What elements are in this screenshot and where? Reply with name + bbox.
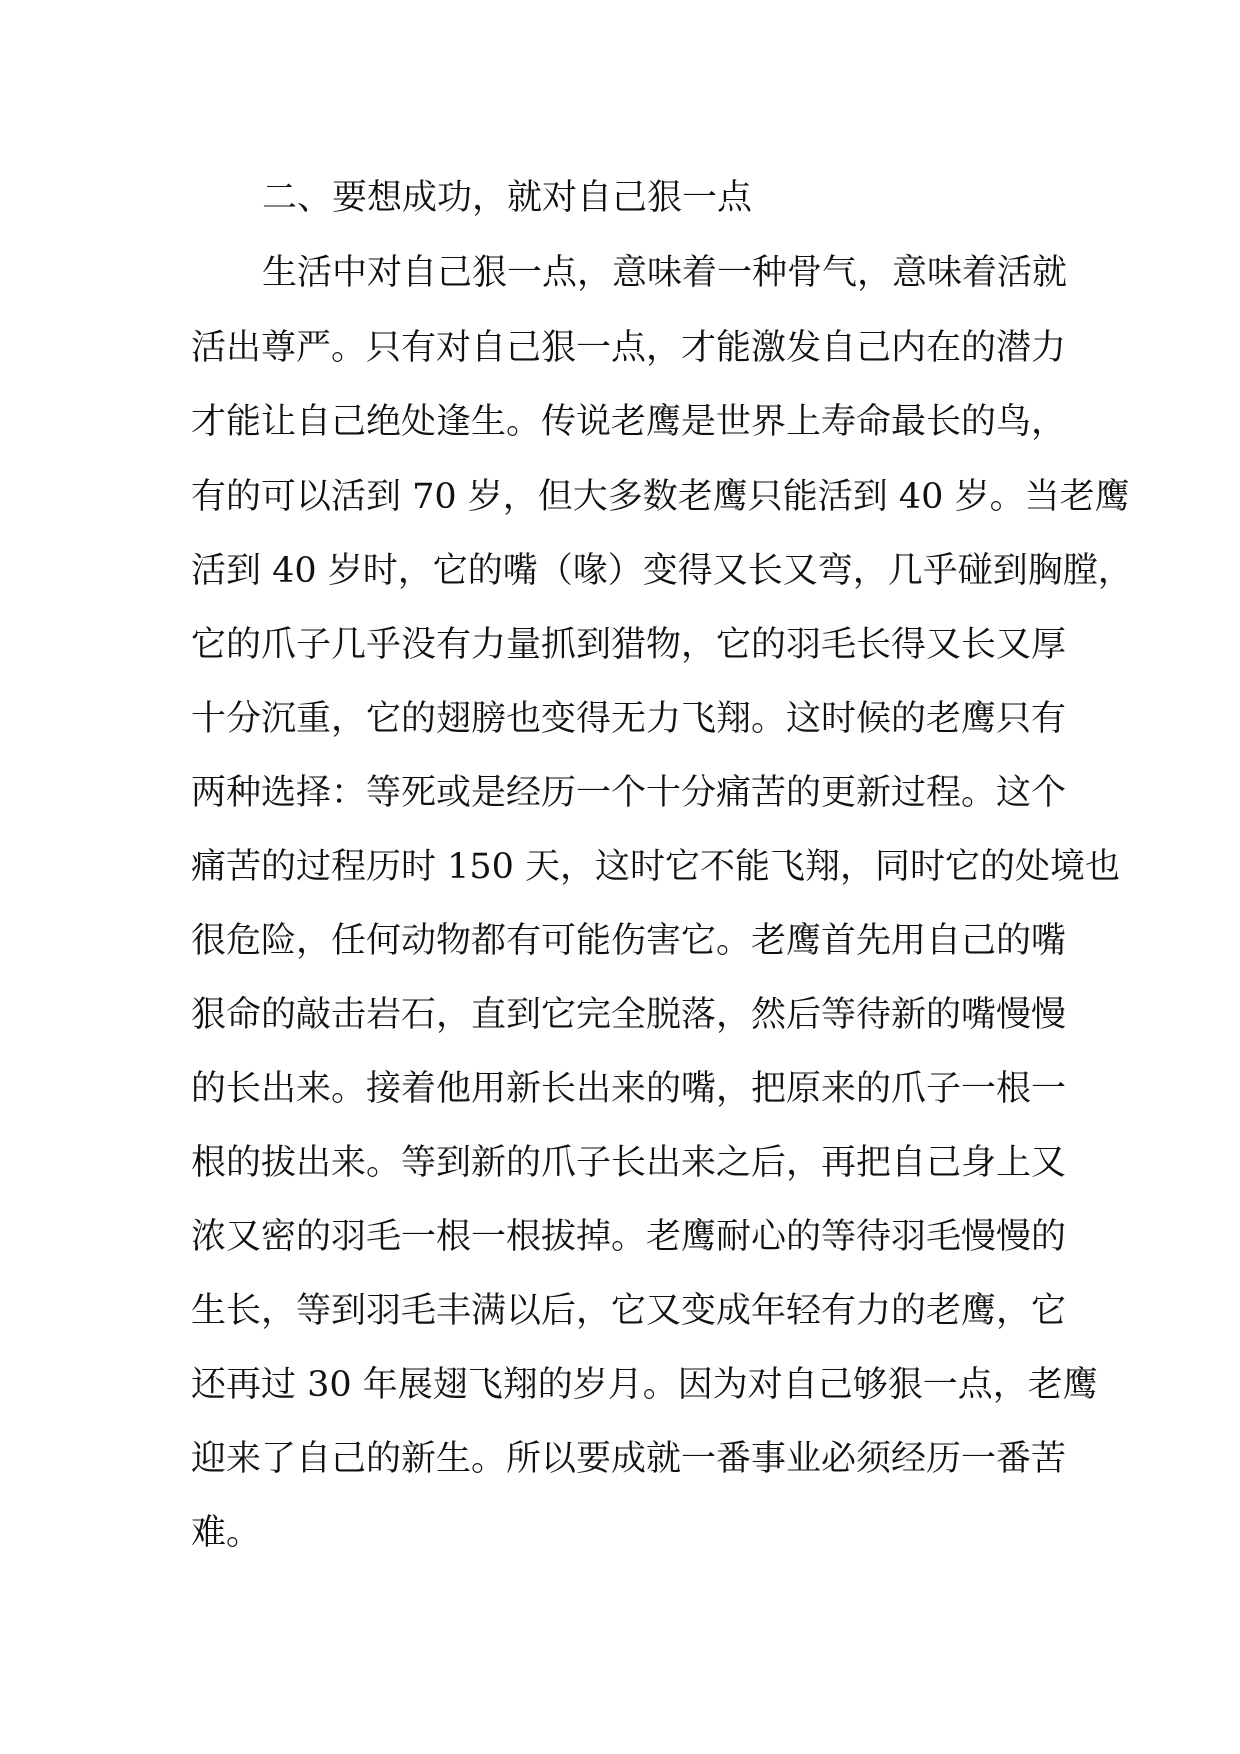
paragraph-line: 生活中对自己狠一点，意味着一种骨气，意味着活就: [262, 253, 1068, 293]
section-heading: 二、要想成功，就对自己狠一点: [262, 178, 753, 218]
paragraph-line: 生长，等到羽毛丰满以后，它又变成年轻有力的老鹰，它: [191, 1291, 1067, 1331]
paragraph-line: 才能让自己绝处逢生。传说老鹰是世界上寿命最长的鸟，: [191, 402, 1067, 442]
paragraph-line: 还再过 30 年展翅飞翔的岁月。因为对自己够狠一点，老鹰: [191, 1365, 1098, 1405]
paragraph-line: 活出尊严。只有对自己狠一点，才能激发自己内在的潜力: [191, 328, 1067, 368]
paragraph-line: 的长出来。接着他用新长出来的嘴，把原来的爪子一根一: [191, 1069, 1067, 1109]
paragraph-line: 根的拔出来。等到新的爪子长出来之后，再把自己身上又: [191, 1143, 1067, 1183]
paragraph-line: 痛苦的过程历时 150 天，这时它不能飞翔，同时它的处境也: [191, 847, 1121, 887]
paragraph-line: 狠命的敲击岩石，直到它完全脱落，然后等待新的嘴慢慢: [191, 995, 1067, 1035]
paragraph-line: 十分沉重，它的翅膀也变得无力飞翔。这时候的老鹰只有: [191, 699, 1067, 739]
paragraph-line: 活到 40 岁时，它的嘴（喙）变得又长又弯，几乎碰到胸膛，: [191, 551, 1133, 591]
paragraph-line: 很危险，任何动物都有可能伤害它。老鹰首先用自己的嘴: [191, 921, 1067, 961]
paragraph-line: 难。: [191, 1513, 262, 1553]
paragraph-line: 两种选择：等死或是经历一个十分痛苦的更新过程。这个: [191, 773, 1067, 813]
paragraph-line: 有的可以活到 70 岁，但大多数老鹰只能活到 40 岁。当老鹰: [191, 477, 1130, 517]
paragraph-line: 浓又密的羽毛一根一根拔掉。老鹰耐心的等待羽毛慢慢的: [191, 1217, 1067, 1257]
paragraph-line: 迎来了自己的新生。所以要成就一番事业必须经历一番苦: [191, 1439, 1067, 1479]
paragraph-line: 它的爪子几乎没有力量抓到猎物，它的羽毛长得又长又厚: [191, 625, 1067, 665]
